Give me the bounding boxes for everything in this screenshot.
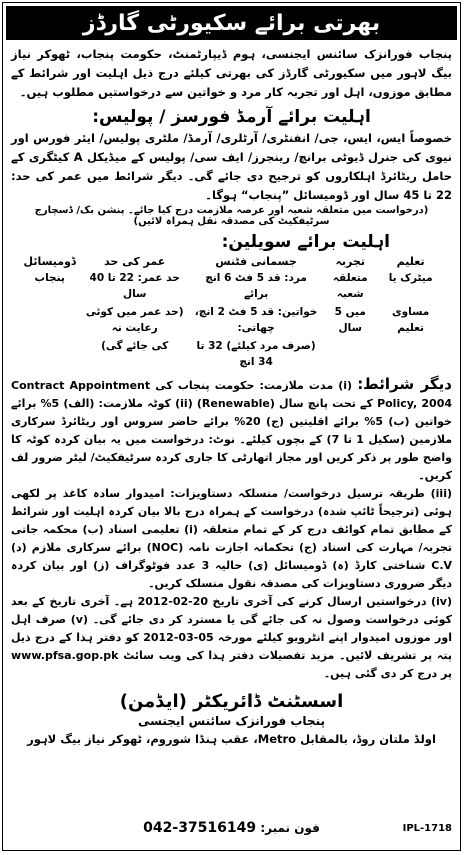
- col-domicile: ڈومیسائل: [23, 255, 76, 268]
- ad-code: IPL-1718: [402, 823, 452, 834]
- col-fitness: جسمانی فٹنس: [215, 255, 297, 268]
- phone-number: 042-37516149: [143, 820, 257, 836]
- cell: (حد عمر میں کوئی رعایت نہ: [85, 306, 184, 334]
- phone-line: [3, 820, 460, 836]
- armed-note: (درخواست میں متعلقہ شعبہ اور عرصہ ملازمت درج کیا جائے۔ پنشن بک/ ڈسچارج سرٹیفکیٹ کی مصدقہ نقل ہمراہ لائیں): [34, 205, 429, 227]
- cell: میں 5 سال: [334, 306, 366, 334]
- advertisement: [2, 2, 461, 851]
- cell: [321, 337, 380, 371]
- col-education: تعلیم: [396, 255, 425, 268]
- page-title: بھرتی برائے سکیورٹی گارڈز: [6, 6, 457, 40]
- table-header: [22, 254, 442, 269]
- cell: کی جائے گی): [101, 340, 169, 352]
- cell: مرد: قد 5 فٹ 6 انچ برائے: [205, 272, 307, 300]
- cell: [380, 337, 442, 371]
- signatory-address: اولڈ ملتان روڈ، بالمقابل Metro، عقب ہنڈا شوروم، ٹھوکر نیاز بیگ لاہور: [27, 732, 436, 746]
- cell: پنجاب: [34, 272, 65, 284]
- intro-paragraph: پنجاب فورانزک سائنس ایجنسی، ہوم ڈیپارٹمنٹ، حکومت پنجاب، ٹھوکر نیاز بیگ لاہور میں سکیورٹی گارڈز کی بھرتی کیلئے درج ذیل اہلیت اور شرائط کے مطابق موزوں، اہل اور تجربہ کار مرد و خواتین سے درخواستیں مطلوب ہیں۔: [11, 47, 452, 99]
- phone-label: فون نمبر:: [260, 821, 320, 835]
- col-experience: تجربہ: [335, 255, 365, 268]
- cell: میٹرک یا: [388, 272, 433, 284]
- other-conditions: [3, 375, 460, 485]
- cell: متعلقہ شعبہ: [332, 272, 368, 300]
- armed-text: خصوصاً ایس، ایس، جی/ انفنٹری/ آرٹلری/ آرمڈ/ ملٹری پولیس/ ایئر فورس اور نیوی کی جنرل ڈیوٹی برانچ/ رینجرز/ ایف سی/ پولیس کے میڈیکل A کیٹگری کے حامل ریٹائرڈ اہلکاروں کو ترجیح دی جائے گی۔ دیگر شرائط میں عمر کی حد: 22 تا 45 سال اور ڈومیسائل ”پنجاب“ ہوگا۔: [11, 131, 452, 202]
- other-p1: (i) مدت ملازمت: حکومت پنجاب کی Contract Appointment Policy, 2004 کے تحت پانچ سال (Renewable) (ii) کوٹہ ملازمت: (الف) 5% برائے خواتین (ب) 5% برائے اقلیتیں (ج) 20% برائے حاضر سروس اور ریٹائرڈ سرکاری ملازمین (سکیل 1 تا 7) کے بچوں کیلئے۔ نوٹ: درخواست میں یہ بیان کردہ کوٹہ کا واضح طور پر ذکر کریں اور مجاز اتھارٹی کا جاری کردہ سرٹیفکیٹ/ لیٹر ضرور لف کریں۔: [11, 379, 453, 482]
- cell: [22, 303, 78, 337]
- civil-table: [22, 254, 442, 371]
- cell: مساوی تعلیم: [392, 306, 430, 334]
- signatory-org: پنجاب فورانزک سائنس ایجنسی: [137, 714, 325, 728]
- signatory-title: اسسٹنٹ ڈائریکٹر (ایڈمن): [119, 691, 344, 712]
- other-heading: دیگر شرائط:: [357, 375, 452, 393]
- other-p2: (iii) طریقہ ترسیل درخواست/ منسلکہ دستاویزات: امیدوار سادہ کاغذ پر لکھی ہوئی (ترجیحاً ٹائپ شدہ) درخواست کے ہمراہ درج بالا بیان کردہ اہلیت اور شرائط کے مطابق تمام کوائف درج کر کے تمام متعلقہ (i) تعلیمی اسناد (ب) محکمہ جاتی تجربہ/ مہارت کی اسناد (ج) تحکمانہ اجازت نامہ (NOC) برائے سرکاری ملازم (د) C.V شناختی کارڈ (ہ) ڈومیسائل (ی) حالیہ 3 عدد فوٹوگراف (ز) اور بیان کردہ دیگر ضروری دستاویزات کی مصدقہ نقول منسلک کریں۔: [11, 487, 453, 590]
- civil-heading: اہلیت برائے سویلین:: [221, 232, 390, 252]
- col-age: عمر کی حد: [104, 255, 166, 268]
- cell: خواتین: قد 5 فٹ 2 انچ، چھاتی:: [194, 306, 318, 334]
- table-row: [22, 303, 442, 337]
- table-row: [22, 337, 442, 371]
- table-row: [22, 269, 442, 303]
- cell: [22, 337, 78, 371]
- cell: (صرف مرد کیلئے) 32 تا 34 انچ: [196, 340, 316, 368]
- cell: حد عمر: 22 تا 40 سال: [89, 272, 180, 300]
- armed-heading: اہلیت برائے آرمڈ فورسز / پولیس:: [92, 107, 371, 127]
- other-p3: (iv) درخواستیں ارسال کرنے کی آخری تاریخ 20-02-2012 ہے۔ آخری تاریخ کے بعد کوئی درخواست وصول نہ کی جائے گی یا مسترد کر دی جائے گی۔ (v) صرف اہل اور موزوں امیدوار اپنے انٹرویو کیلئے مورخہ 05-03-2012 کو دفتر ہذا کے درج ذیل پتہ پر تشریف لائیں۔ مزید تفصیلات دفتر ہذا کی ویب سائٹ www.pfsa.gop.pk پر درج کر دی گئی ہیں۔: [11, 595, 452, 680]
